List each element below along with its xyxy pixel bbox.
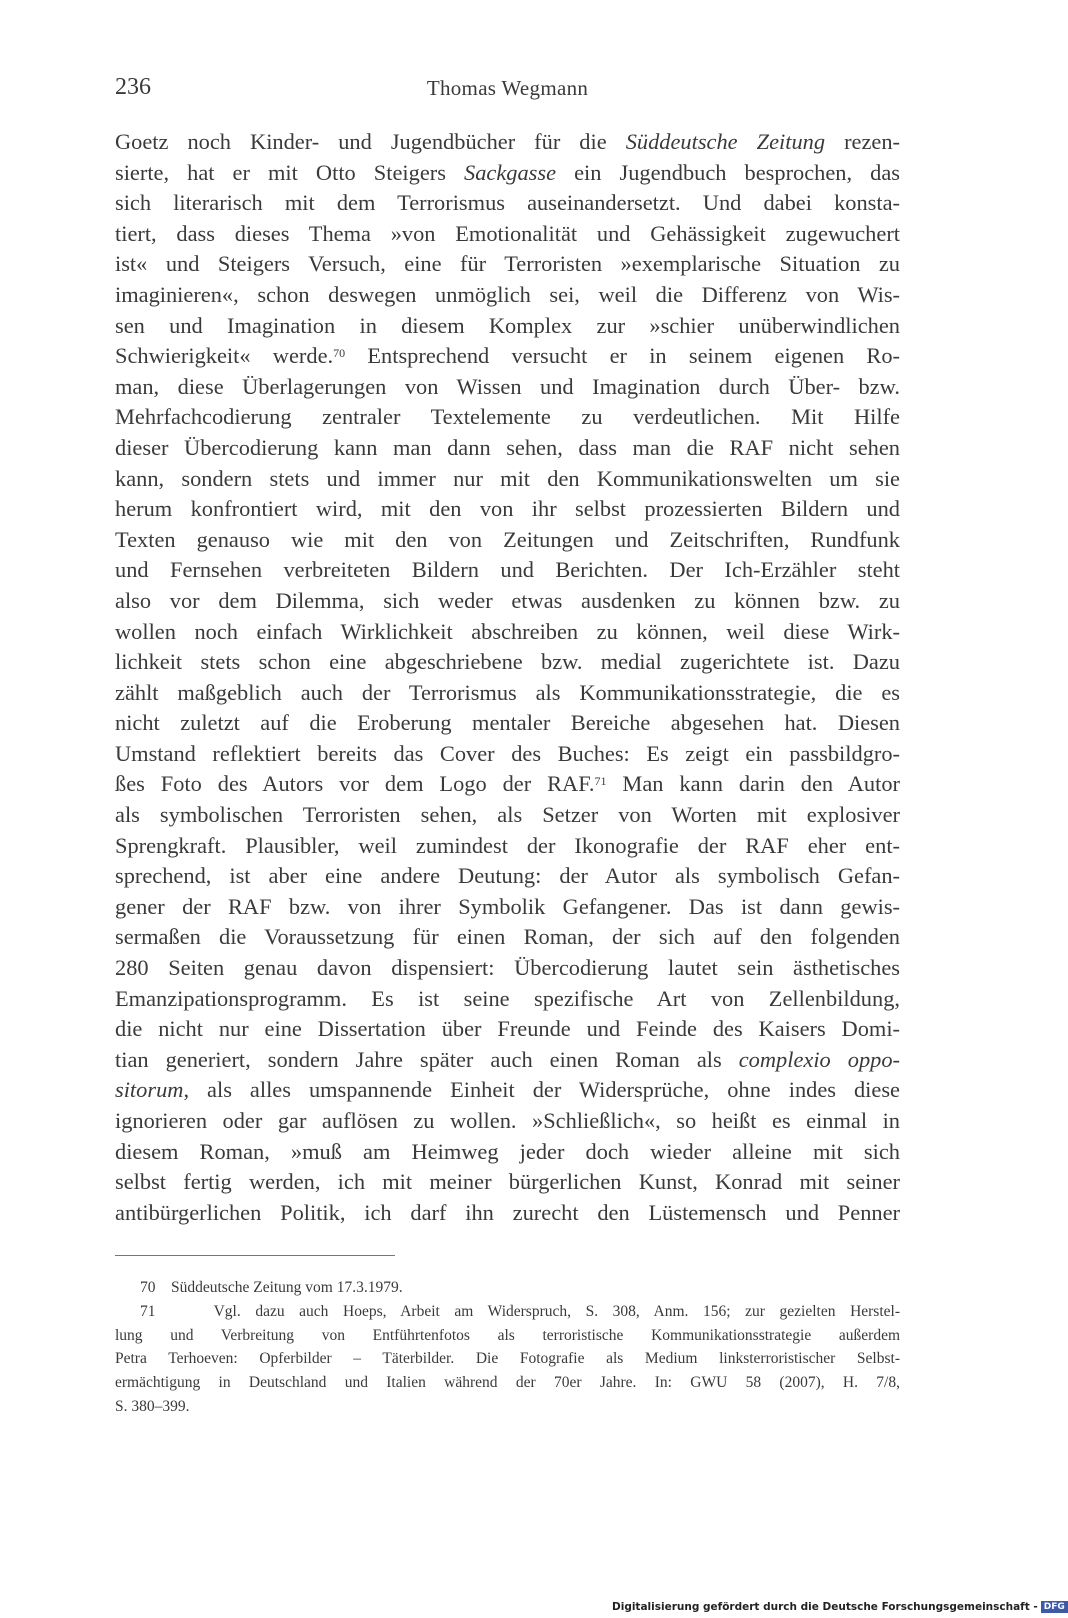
text-segment: Entsprechend versucht er in seinem eigenen Ro- [345, 343, 900, 369]
text-segment: diesem Roman, »muß am Heimweg jeder doch wieder alleine mit sich [115, 1138, 900, 1164]
body-line [115, 188, 900, 219]
body-line [115, 494, 900, 525]
body-text [115, 127, 900, 1228]
text-segment: gener der RAF bzw. von ihrer Symbolik Gefangener. Das ist dann gewis- [115, 893, 900, 919]
body-line [115, 158, 900, 189]
footnote-line: lung und Verbreitung von Entführtenfotos als terroristische Kommunikationsstrategie außerdem [115, 1326, 900, 1344]
body-line [115, 708, 900, 739]
body-line [115, 617, 900, 648]
body-line [115, 953, 900, 984]
body-line [115, 433, 900, 464]
body-line [115, 1167, 900, 1198]
text-segment: herum konfrontiert wird, mit den von ihr selbst prozessierten Bildern und [115, 496, 900, 522]
body-line [115, 892, 900, 923]
italic-segment: Sackgasse [464, 159, 557, 185]
body-line [115, 372, 900, 403]
text-segment: sermaßen die Voraussetzung für einen Roman, der sich auf den folgenden [115, 924, 900, 950]
body-line [115, 1014, 900, 1045]
body-line [115, 739, 900, 770]
text-segment: Sprengkraft. Plausibler, weil zumindest der Ikonografie der RAF eher ent- [115, 832, 900, 858]
text-segment: 280 Seiten genau davon dispensiert: Übercodierung lautet sein ästhetisches [115, 955, 900, 981]
text-segment: imaginieren«, schon deswegen unmöglich sei, weil die Differenz von Wis- [115, 281, 900, 307]
body-line [115, 922, 900, 953]
body-line [115, 402, 900, 433]
text-segment: Goetz noch Kinder- und Jugendbücher für die [115, 129, 626, 154]
text-segment: antibürgerlichen Politik, ich darf ihn zurecht den Lüstemensch und Penner [115, 1199, 900, 1225]
text-segment: Umstand reflektiert bereits das Cover des Buches: Es zeigt ein passbildgro- [115, 740, 900, 766]
body-line [115, 984, 900, 1015]
digitization-credit [612, 1601, 1065, 1618]
text-segment: dieser Übercodierung kann man dann sehen, dass man die RAF nicht sehen [115, 434, 900, 460]
body-line [115, 831, 900, 862]
italic-segment: complexio oppo- [738, 1046, 900, 1072]
text-segment: ignorieren oder gar auflösen zu wollen. »Schließlich«, so heißt es einmal in [115, 1108, 900, 1133]
text-segment: als symbolischen Terroristen sehen, als Setzer von Worten mit explosiver [115, 802, 900, 828]
text-segment: sen und Imagination in diesem Komplex zur »schier unüberwindlichen [115, 312, 900, 338]
text-segment: , als alles umspannende Einheit der Widersprüche, ohne indes diese [183, 1077, 900, 1103]
running-head: Thomas Wegmann [426, 76, 589, 100]
footnotes [115, 1276, 900, 1419]
text-segment: Man kann darin den Autor [606, 771, 901, 797]
text-segment: sierte, hat er mit Otto Steigers [115, 159, 464, 185]
footnote-line: ermächtigung in Deutschland und Italien während der 70er Jahre. In: GWU 58 (2007), H. 7/8, [115, 1374, 900, 1392]
italic-segment: sitorum [115, 1077, 184, 1103]
text-segment: sich literarisch mit dem Terrorismus auseinandersetzt. Und dabei konsta- [115, 190, 900, 216]
page-header [115, 74, 900, 104]
footnote-rule [115, 1255, 395, 1256]
text-segment: zählt maßgeblich auch der Terrorismus als Kommunikationsstrategie, die es [115, 679, 900, 705]
text-segment: und Fernsehen verbreiteten Bildern und Berichten. Der Ich-Erzähler steht [115, 557, 900, 583]
text-segment: Emanzipationsprogramm. Es ist seine spezifische Art von Zellenbildung, [115, 985, 900, 1011]
text-segment: Mehrfachcodierung zentraler Textelemente zu verdeutlichen. Mit Hilfe [115, 404, 900, 430]
body-line [115, 678, 900, 709]
body-line [115, 311, 900, 342]
footnote-line: 70 Süddeutsche Zeitung vom 17.3.1979. [140, 1279, 403, 1296]
body-line [115, 1075, 900, 1106]
italic-segment: Süddeutsche Zeitung [625, 129, 826, 154]
body-line [115, 861, 900, 892]
body-line [115, 464, 900, 495]
body-line [115, 1137, 900, 1168]
dfg-logo: DFG [1041, 1601, 1068, 1613]
text-segment: rezen- [825, 129, 900, 154]
text-segment: sprechend, ist aber eine andere Deutung: der Autor als symbolisch Gefan- [115, 863, 900, 889]
text-segment: ist« und Steigers Versuch, eine für Terroristen »exemplarische Situation zu [115, 251, 900, 277]
body-line [115, 1198, 900, 1229]
text-segment: selbst fertig werden, ich mit meiner bürgerlichen Kunst, Konrad mit seiner [115, 1169, 900, 1195]
credit-text: Digitalisierung gefördert durch die Deutsche Forschungsgemeinschaft - [612, 1601, 1038, 1613]
body-line [115, 800, 900, 831]
body-line [115, 219, 900, 250]
text-segment: die nicht nur eine Dissertation über Freunde und Feinde des Kaisers Domi- [115, 1016, 900, 1042]
page-number: 236 [115, 74, 151, 100]
text-segment: ßes Foto des Autors vor dem Logo der RAF. [115, 771, 595, 797]
body-line [115, 280, 900, 311]
text-segment: lichkeit stets schon eine abgeschriebene bzw. medial zugerichtete ist. Dazu [115, 649, 900, 675]
body-line [115, 1045, 900, 1076]
text-segment: Texten genauso wie mit den von Zeitungen und Zeitschriften, Rundfunk [115, 526, 900, 552]
footnote-reference: 71 [594, 774, 607, 789]
body-line [115, 647, 900, 678]
text-segment: Schwierigkeit« werde. [115, 343, 334, 369]
text-segment: also vor dem Dilemma, sich weder etwas ausdenken zu können bzw. zu [115, 587, 900, 613]
footnote-line: S. 380–399. [115, 1397, 190, 1415]
body-line [115, 769, 900, 800]
text-segment: tian generiert, sondern Jahre später auch einen Roman als [115, 1046, 739, 1072]
body-line [115, 341, 900, 372]
text-segment: ein Jugendbuch besprochen, das [556, 159, 900, 185]
body-line [115, 249, 900, 280]
body-line [115, 1106, 900, 1137]
text-segment: tiert, dass dieses Thema »von Emotionalität und Gehässigkeit zugewuchert [115, 220, 900, 246]
text-segment: kann, sondern stets und immer nur mit den Kommunikationswelten um sie [115, 465, 900, 491]
text-segment: nicht zuletzt auf die Eroberung mentaler Bereiche abgesehen hat. Diesen [115, 710, 900, 736]
footnote-reference: 70 [333, 346, 346, 361]
body-line [115, 555, 900, 586]
footnote-line: 71 Vgl. dazu auch Hoeps, Arbeit am Widerspruch, S. 308, Anm. 156; zur gezielten Herstel- [140, 1302, 900, 1320]
body-line [115, 525, 900, 556]
text-segment: wollen noch einfach Wirklichkeit abschreiben zu können, weil diese Wirk- [115, 618, 900, 644]
footnote-line: Petra Terhoeven: Opferbilder – Täterbilder. Die Fotografie als Medium linksterroristischer Selbst- [115, 1350, 900, 1368]
text-segment: man, diese Überlagerungen von Wissen und Imagination durch Über- bzw. [115, 373, 900, 399]
body-line [115, 586, 900, 617]
body-line [115, 127, 900, 158]
